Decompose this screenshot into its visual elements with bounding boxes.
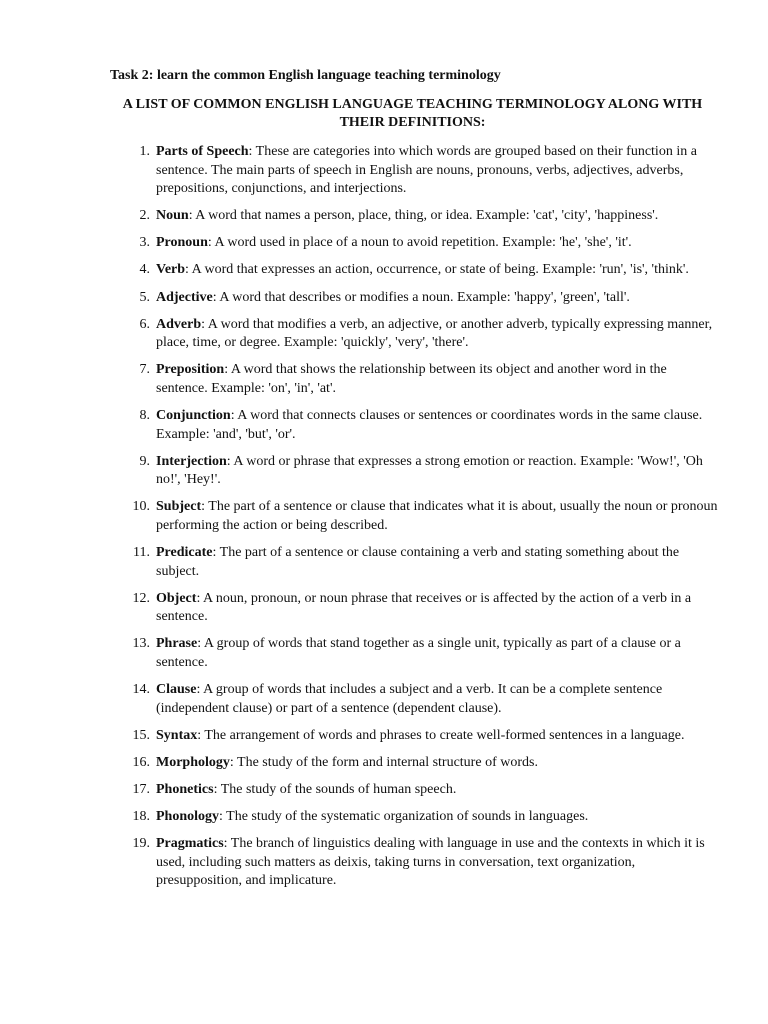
item-number: 14. — [132, 682, 150, 698]
list-item — [0, 681, 768, 718]
list-item — [0, 407, 768, 444]
term-definition: : A word that describes or modifies a noun. Example: 'happy', 'green', 'tall'. — [212, 289, 630, 305]
term-definition: : A word used in place of a noun to avoid repetition. Example: 'he', 'she', 'it'. — [207, 235, 632, 251]
term-definition: : A noun, pronoun, or noun phrase that receives or is affected by the action of a verb in a sentence. — [156, 590, 692, 625]
term-definition: : A word that modifies a verb, an adjective, or another adverb, typically expressing manner, place, time, or degree. Example: 'quickly', 'very', 'there'. — [156, 316, 713, 351]
item-number: 18. — [132, 809, 150, 825]
list-item — [0, 635, 768, 672]
item-number: 9. — [139, 453, 150, 469]
item-number: 4. — [139, 262, 150, 278]
term-name: Pragmatics — [156, 836, 224, 852]
term-name: Subject — [156, 499, 202, 515]
term-name: Phonetics — [156, 782, 214, 798]
item-number: 11. — [133, 545, 150, 561]
term-definition: : A word that names a person, place, thing, or idea. Example: 'cat', 'city', 'happiness'. — [188, 208, 659, 224]
term-name: Conjunction — [156, 408, 231, 424]
item-number: 5. — [139, 289, 150, 305]
item-number: 19. — [132, 836, 150, 852]
item-number: 13. — [132, 636, 150, 652]
term-definition: : A word that expresses an action, occurrence, or state of being. Example: 'run', 'is', 'think'. — [185, 262, 689, 278]
term-name: Adjective — [156, 289, 213, 305]
term-definition: : These are categories into which words are grouped based on their function in a sentence. The main parts of speech in English are nouns, pronouns, verbs, adjectives, adverbs, prepositions, conjunctions, and interjections. — [156, 144, 697, 197]
list-item — [0, 835, 768, 891]
term-name: Phonology — [156, 809, 220, 825]
term-definition: : The branch of linguistics dealing with language in use and the contexts in which it is used, including such matters as deixis, taking turns in conversation, text organization, presupposition, and implicature. — [156, 836, 705, 889]
list-item — [0, 544, 768, 581]
terminology-list — [0, 143, 768, 900]
term-definition: : The arrangement of words and phrases to create well-formed sentences in a language. — [197, 727, 685, 743]
term-definition: : A group of words that stand together as a single unit, typically as part of a clause or a sentence. — [156, 636, 681, 671]
list-item — [0, 590, 768, 627]
item-number: 16. — [132, 754, 150, 770]
term-definition: : A group of words that includes a subject and a verb. It can be a complete sentence (independent clause) or part of a sentence (dependent clause). — [156, 682, 663, 716]
list-item — [0, 261, 768, 280]
term-definition: : The study of the sounds of human speech. — [213, 782, 457, 798]
term-name: Morphology — [156, 754, 230, 770]
list-item — [0, 498, 768, 535]
term-name: Parts of Speech — [156, 144, 249, 159]
term-name: Clause — [156, 682, 197, 698]
list-item — [0, 361, 768, 398]
term-definition: : A word or phrase that expresses a strong emotion or reaction. Example: 'Wow!', 'Oh no!', 'Hey!'. — [156, 453, 703, 488]
term-name: Syntax — [156, 727, 198, 743]
list-item — [0, 453, 768, 490]
item-number: 12. — [132, 590, 150, 606]
term-name: Adverb — [156, 316, 202, 332]
list-item — [0, 143, 768, 199]
term-name: Verb — [156, 262, 186, 278]
item-number: 2. — [139, 208, 150, 224]
list-item — [0, 808, 768, 827]
term-name: Object — [156, 590, 197, 606]
item-number: 10. — [132, 499, 150, 515]
list-title: A LIST OF COMMON ENGLISH LANGUAGE TEACHING TERMINOLOGY ALONG WITH THEIR DEFINITIONS: — [122, 97, 703, 130]
term-name: Predicate — [156, 545, 213, 561]
list-item — [0, 234, 768, 253]
list-item — [0, 727, 768, 746]
list-item — [0, 316, 768, 353]
term-definition: : The study of the systematic organization of sounds in languages. — [219, 809, 589, 825]
term-name: Interjection — [156, 453, 227, 469]
item-number: 8. — [139, 408, 150, 424]
task-heading: Task 2: learn the common English language teaching terminology — [110, 68, 501, 83]
item-number: 17. — [132, 782, 150, 798]
list-item — [0, 289, 768, 308]
term-definition: : The part of a sentence or clause that indicates what it is about, usually the noun or pronoun performing the action or being described. — [156, 499, 718, 533]
item-number: 3. — [139, 235, 150, 251]
list-item — [0, 781, 768, 800]
term-name: Noun — [156, 208, 189, 224]
term-definition: : A word that shows the relationship between its object and another word in the sentence. Example: 'on', 'in', 'at'. — [156, 362, 667, 396]
item-number: 6. — [139, 316, 150, 332]
list-item — [0, 207, 768, 226]
term-definition: : A word that connects clauses or sentences or coordinates words in the same clause. Example: 'and', 'but', 'or'. — [156, 408, 703, 442]
term-name: Phrase — [156, 636, 198, 652]
term-name: Pronoun — [156, 235, 208, 251]
term-definition: : The part of a sentence or clause containing a verb and stating something about the subject. — [156, 545, 680, 579]
list-item — [0, 754, 768, 773]
term-definition: : The study of the form and internal structure of words. — [229, 754, 538, 770]
item-number: 1. — [139, 144, 150, 159]
item-number: 7. — [139, 362, 150, 378]
item-number: 15. — [132, 727, 150, 743]
term-name: Preposition — [156, 362, 225, 378]
